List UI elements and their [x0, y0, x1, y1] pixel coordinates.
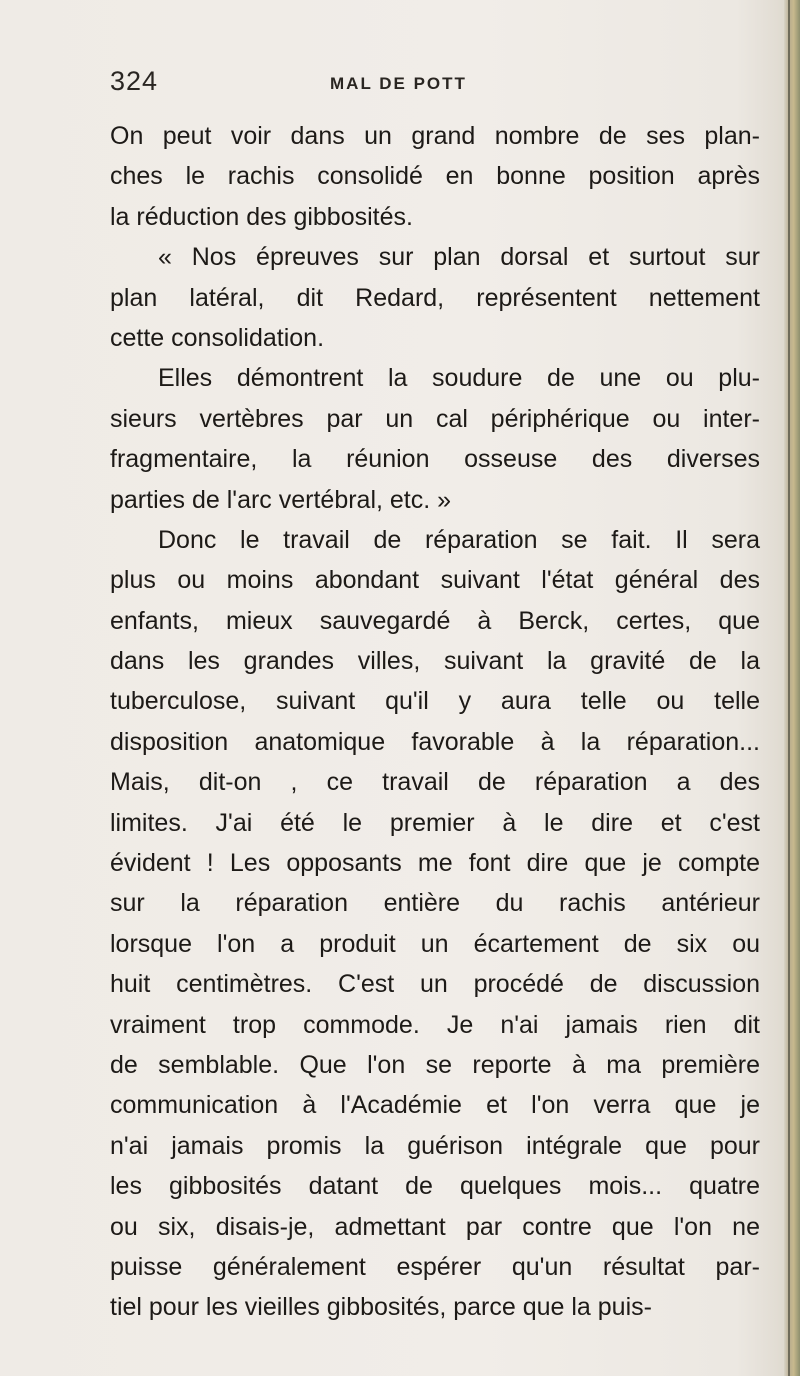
text-line: enfants, mieux sauvegardé à Berck, certes, que [110, 606, 760, 635]
text-line: parties de l'arc vertébral, etc. » [110, 485, 452, 514]
text-line: lorsque l'on a produit un écartement de six ou [110, 929, 760, 958]
text-line: puisse généralement espérer qu'un résultat par- [110, 1252, 760, 1281]
text-line: fragmentaire, la réunion osseuse des diverses [110, 445, 760, 474]
text-line: sieurs vertèbres par un cal périphérique ou inter- [110, 404, 760, 433]
text-line: la réduction des gibbosités. [110, 202, 413, 231]
text-line: vraiment trop commode. Je n'ai jamais rien dit [110, 1010, 760, 1039]
text-line: « Nos épreuves sur plan dorsal et surtout sur [158, 243, 760, 272]
text-line: sur la réparation entière du rachis antérieur [110, 889, 760, 918]
text-line: tuberculose, suivant qu'il y aura telle ou telle [110, 687, 760, 716]
text-line: tiel pour les vieilles gibbosités, parce que la puis- [110, 1293, 652, 1322]
body-text [110, 116, 760, 1328]
page-edge [784, 0, 800, 1376]
text-line: Donc le travail de réparation se fait. Il sera [158, 525, 760, 554]
text-line: n'ai jamais promis la guérison intégrale que pour [110, 1131, 760, 1160]
text-line: Mais, dit-on , ce travail de réparation a des [110, 768, 760, 797]
text-line: de semblable. Que l'on se reporte à ma première [110, 1050, 760, 1079]
text-line: communication à l'Académie et l'on verra que je [110, 1091, 760, 1120]
text-line: Elles démontrent la soudure de une ou plu- [158, 364, 760, 393]
text-line: On peut voir dans un grand nombre de ses plan- [110, 122, 760, 150]
page-header [110, 66, 670, 106]
text-line: limites. J'ai été le premier à le dire et c'est [110, 808, 760, 837]
text-line: disposition anatomique favorable à la réparation... [110, 727, 760, 756]
text-line: plus ou moins abondant suivant l'état général des [110, 566, 760, 595]
text-line: cette consolidation. [110, 323, 325, 352]
page-number: 324 [110, 66, 159, 96]
running-head: MAL DE POTT [330, 74, 467, 93]
binding-line [788, 0, 790, 1376]
text-line: ches le rachis consolidé en bonne position après [110, 162, 760, 191]
text-line: évident ! Les opposants me font dire que je compte [110, 849, 760, 878]
text-line: les gibbosités datant de quelques mois... quatre [110, 1172, 760, 1201]
text-line: dans les grandes villes, suivant la gravité de la [110, 647, 760, 676]
text-line: ou six, disais-je, admettant par contre que l'on ne [110, 1212, 760, 1241]
text-line: plan latéral, dit Redard, représentent nettement [110, 283, 760, 312]
text-line: huit centimètres. C'est un procédé de discussion [110, 970, 760, 999]
